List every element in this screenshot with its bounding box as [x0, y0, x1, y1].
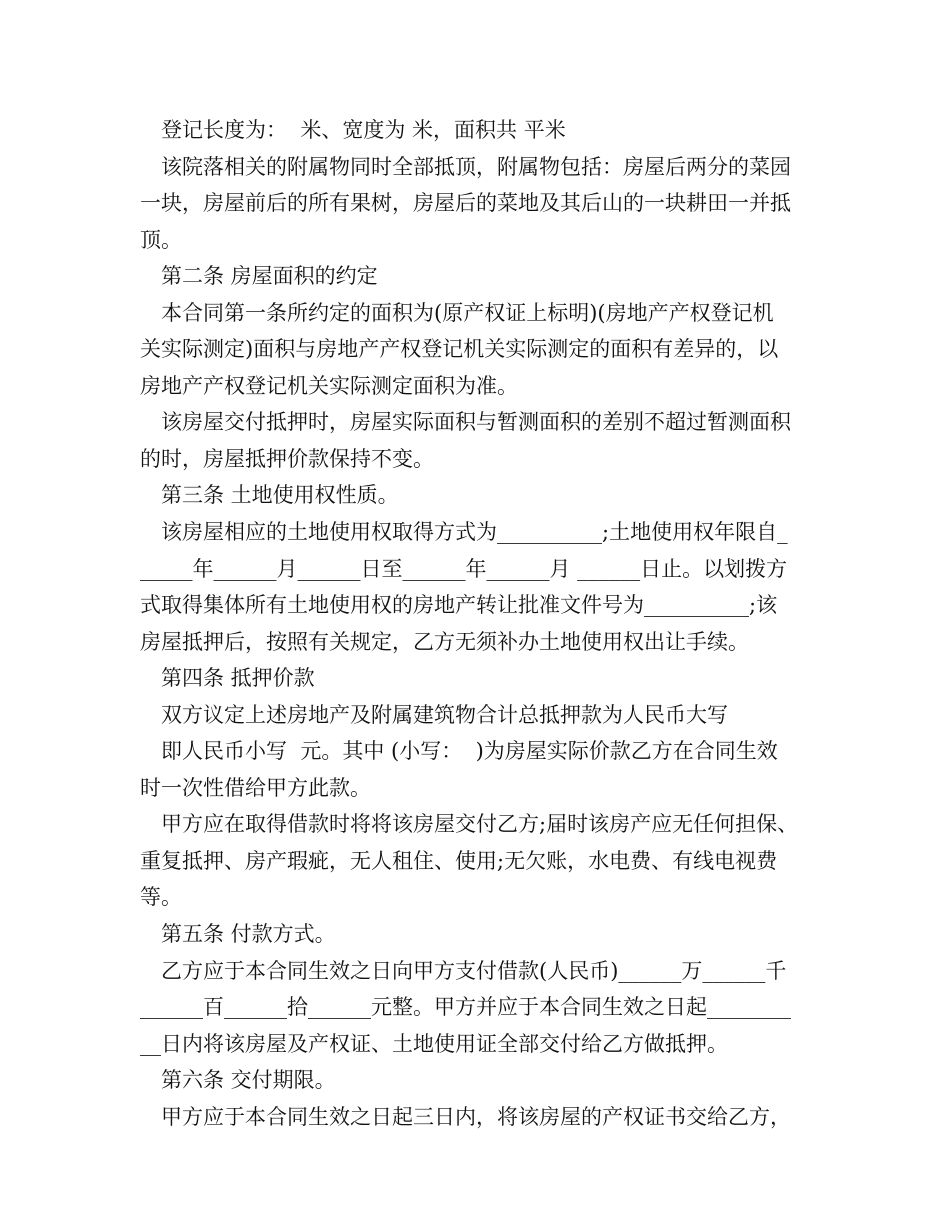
text-line: 该院落相关的附属物同时全部抵顶，附属物包括：房屋后两分的菜园: [161, 154, 791, 179]
text-line: 等。: [140, 885, 182, 910]
text-line: 本合同第一条所约定的面积为(原产权证上标明)(房地产产权登记机: [161, 300, 774, 325]
section-heading: 第五条 付款方式。: [161, 922, 336, 947]
text-line: 即人民币小写 元。其中 (小写： )为房屋实际价款乙方在合同生效: [161, 739, 778, 764]
text-line: 甲方应于本合同生效之日起三日内，将该房屋的产权证书交给乙方，: [161, 1104, 791, 1129]
text-line: 重复抵押、房产瑕疵，无人租住、使用;无欠账，水电费、有线电视费: [140, 848, 778, 873]
section-heading: 第四条 抵押价款: [161, 666, 315, 691]
text-line: 房屋抵押后，按照有关规定，乙方无须补办土地使用权出让手续。: [140, 629, 749, 654]
text-line: 顶。: [140, 227, 182, 252]
text-line: 关实际测定)面积与房地产产权登记机关实际测定的面积有差异的，以: [140, 337, 779, 362]
text-line: 房地产产权登记机关实际测定面积为准。: [140, 373, 518, 398]
text-line: 该房屋交付抵押时，房屋实际面积与暂测面积的差别不超过暂测面积: [161, 410, 791, 435]
text-line: _____年______月______日至______年______月 ______日止。以划拨方: [140, 556, 788, 581]
section-heading: 第二条 房屋面积的约定: [161, 264, 378, 289]
text-line: 双方议定上述房地产及附属建筑物合计总抵押款为人民币大写: [161, 702, 728, 727]
text-line: 该房屋相应的土地使用权取得方式为__________;土地使用权年限自_: [161, 520, 788, 545]
section-heading: 第六条 交付期限。: [161, 1068, 336, 1093]
section-heading: 第三条 土地使用权性质。: [161, 483, 399, 508]
text-line: 甲方应在取得借款时将将该房屋交付乙方;届时该房产应无任何担保、: [161, 812, 799, 837]
text-line: 登记长度为： 米、宽度为 米，面积共 平米: [161, 118, 566, 142]
text-line: ______百______拾______元整。甲方并应于本合同生效之日起________: [140, 995, 791, 1020]
text-line: 的时，房屋抵押价款保持不变。: [140, 446, 434, 471]
text-line: 乙方应于本合同生效之日向甲方支付借款(人民币)______万______千: [161, 958, 787, 983]
document-page: [140, 112, 820, 1135]
text-line: 时一次性借给甲方此款。: [140, 775, 371, 800]
text-line: 一块，房屋前后的所有果树，房屋后的菜地及其后山的一块耕田一并抵: [140, 191, 791, 216]
text-line: 式取得集体所有土地使用权的房地产转让批准文件号为__________;该: [140, 593, 778, 618]
text-line: __日内将该房屋及产权证、土地使用证全部交付给乙方做抵押。: [140, 1031, 728, 1056]
